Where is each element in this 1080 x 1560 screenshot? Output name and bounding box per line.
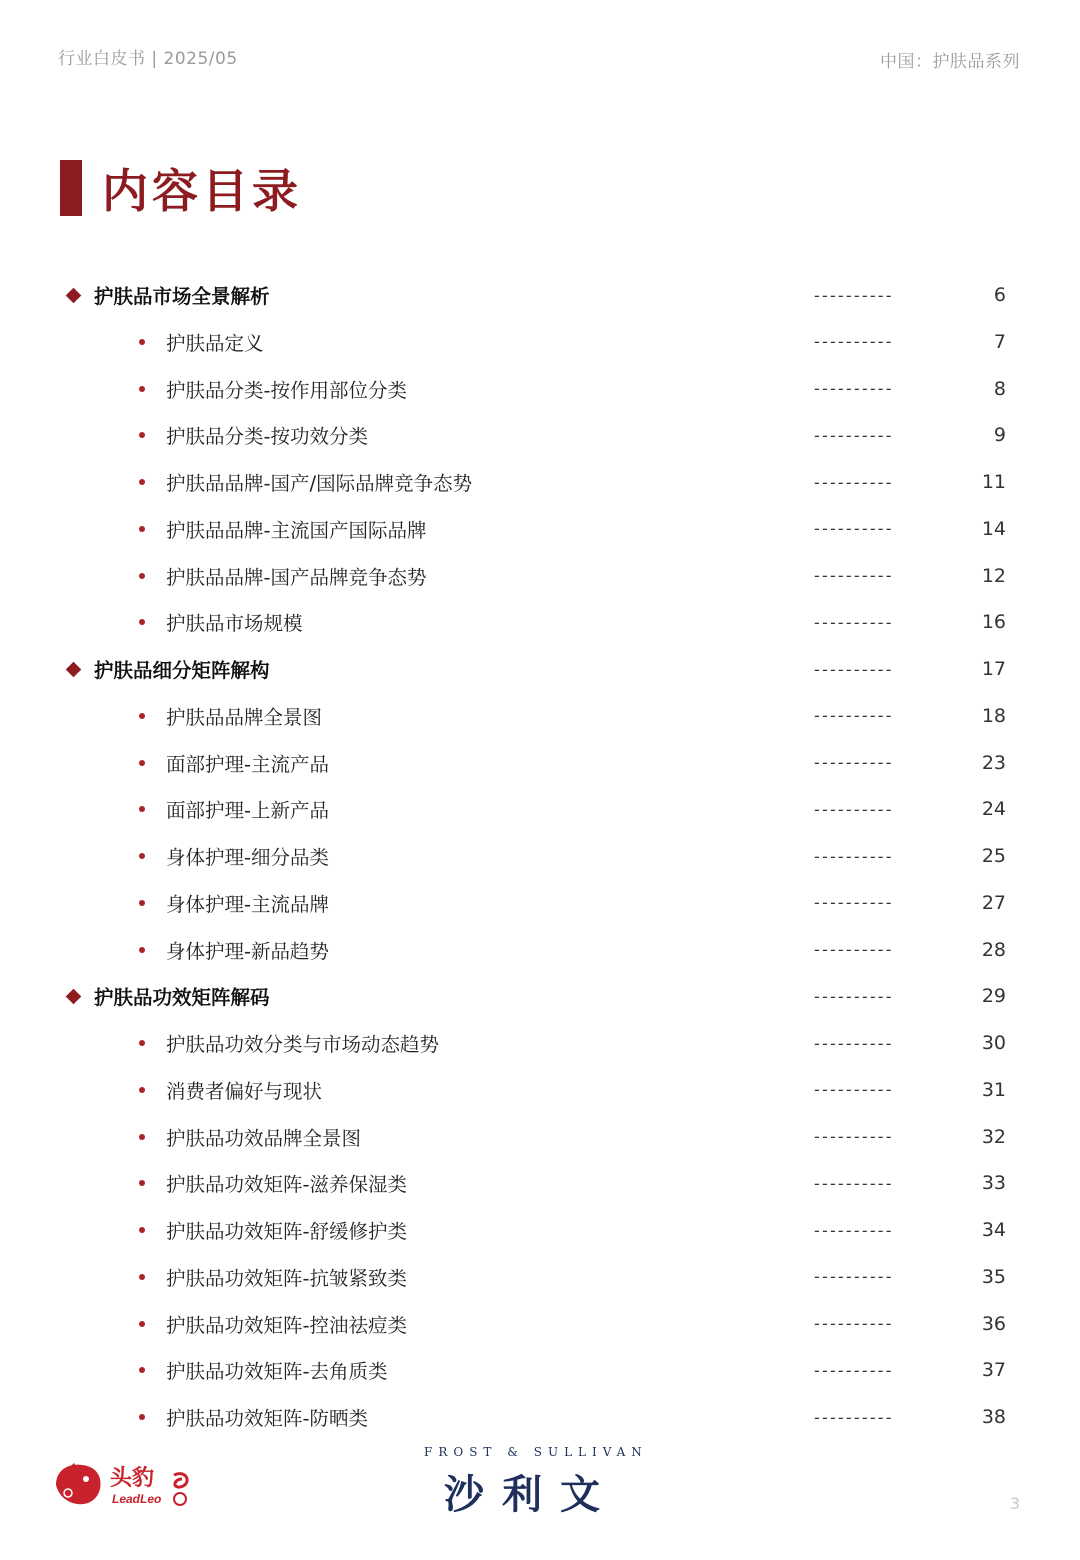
- dot-bullet-icon: [139, 1134, 145, 1140]
- toc-marker: [68, 272, 79, 318]
- toc-marker: [139, 1301, 145, 1347]
- toc-marker: [139, 880, 145, 926]
- toc-marker: [139, 1114, 145, 1160]
- toc-item-row: [0, 366, 1080, 413]
- toc-item-row: [0, 880, 1080, 927]
- toc-leader-dashes: ----------: [814, 659, 894, 679]
- title-accent-bar: [60, 160, 82, 216]
- toc-label: 护肤品功效矩阵-滋养保湿类: [166, 1173, 408, 1197]
- dot-bullet-icon: [139, 339, 145, 345]
- toc-item-row: [0, 833, 1080, 880]
- frost-sullivan-en: FROST & SULLIVAN: [424, 1445, 648, 1459]
- toc-label: 身体护理-新品趋势: [166, 939, 330, 963]
- toc-page-number: 6: [993, 284, 1006, 306]
- toc-leader-dashes: ----------: [814, 1127, 894, 1146]
- toc-section-row: [0, 272, 1080, 319]
- toc-item-row: [0, 412, 1080, 459]
- toc-page-number: 27: [981, 891, 1006, 914]
- toc-item-row: [0, 319, 1080, 366]
- diamond-bullet-icon: [66, 661, 82, 677]
- toc-label: 身体护理-细分品类: [166, 846, 330, 869]
- toc-leader-dashes: ----------: [814, 1033, 894, 1053]
- toc-label: 护肤品功效矩阵解码: [94, 986, 270, 1010]
- toc-leader-dashes: ----------: [814, 566, 894, 585]
- toc-label: 护肤品品牌-国产/国际品牌竞争态势: [166, 472, 473, 495]
- toc-marker: [139, 459, 145, 505]
- dot-bullet-icon: [139, 1180, 145, 1186]
- toc-item-row: [0, 506, 1080, 553]
- toc-marker: [139, 506, 145, 552]
- toc-leader-dashes: ----------: [814, 332, 894, 352]
- leadleo-logo: [52, 1455, 202, 1513]
- toc-marker: [139, 599, 145, 645]
- toc-marker: [139, 1347, 145, 1393]
- frost-sullivan-logo: [420, 1445, 670, 1518]
- toc-page-number: 28: [981, 938, 1006, 961]
- toc-leader-dashes: ----------: [814, 1314, 894, 1333]
- dot-bullet-icon: [139, 1274, 145, 1280]
- dot-bullet-icon: [139, 1087, 145, 1093]
- toc-marker: [139, 1160, 145, 1206]
- toc-leader-dashes: ----------: [814, 519, 894, 539]
- dot-bullet-icon: [139, 947, 145, 953]
- toc-item-row: [0, 927, 1080, 974]
- toc-page-number: 30: [981, 1032, 1006, 1054]
- toc-marker: [139, 833, 145, 879]
- toc-item-row: [0, 1114, 1080, 1161]
- dot-bullet-icon: [139, 1414, 145, 1420]
- frost-sullivan-cn: 沙利文: [444, 1472, 618, 1518]
- toc-item-row: [0, 1347, 1080, 1394]
- leadleo-en-text: LeadLeo: [112, 1492, 162, 1506]
- dot-bullet-icon: [139, 1040, 145, 1046]
- toc-page-number: 12: [981, 564, 1006, 587]
- page-number: 3: [1009, 1494, 1020, 1513]
- toc-section-row: [0, 646, 1080, 693]
- toc-item-row: [0, 1160, 1080, 1207]
- toc-label: 护肤品品牌-主流国产国际品牌: [166, 518, 427, 542]
- header-report-type: 行业白皮书 | 2025/05: [58, 49, 238, 69]
- toc-leader-dashes: ----------: [814, 1080, 894, 1100]
- toc-page-number: 25: [981, 845, 1006, 867]
- toc-item-row: [0, 1301, 1080, 1348]
- toc-item-row: [0, 693, 1080, 740]
- page-title: 内容目录: [102, 164, 302, 218]
- toc-label: 护肤品市场规模: [166, 612, 303, 636]
- toc-label: 护肤品定义: [166, 331, 264, 355]
- toc-leader-dashes: ----------: [814, 425, 894, 445]
- toc-page-number: 34: [981, 1219, 1006, 1241]
- diamond-bullet-icon: [66, 988, 82, 1004]
- toc-page-number: 16: [981, 611, 1006, 634]
- toc-marker: [68, 973, 79, 1019]
- diamond-bullet-icon: [66, 287, 82, 303]
- toc-label: 护肤品市场全景解析: [94, 285, 270, 308]
- toc-leader-dashes: ----------: [814, 472, 894, 492]
- toc-label: 面部护理-上新产品: [166, 799, 330, 823]
- dot-bullet-icon: [139, 573, 145, 579]
- toc-label: 护肤品功效矩阵-控油祛痘类: [166, 1313, 408, 1337]
- toc-page-number: 38: [981, 1406, 1006, 1428]
- toc-marker: [139, 740, 145, 786]
- dot-bullet-icon: [139, 619, 145, 625]
- toc-page-number: 8: [993, 377, 1006, 400]
- toc-label: 护肤品功效矩阵-抗皱紧致类: [166, 1266, 408, 1290]
- toc-item-row: [0, 459, 1080, 506]
- toc-leader-dashes: ----------: [814, 1220, 894, 1240]
- toc-leader-dashes: ----------: [814, 285, 894, 305]
- toc-leader-dashes: ----------: [814, 940, 894, 959]
- toc-label: 消费者偏好与现状: [166, 1079, 323, 1103]
- toc-leader-dashes: ----------: [814, 846, 894, 866]
- toc-leader-dashes: ----------: [814, 706, 894, 726]
- toc-label: 护肤品分类-按作用部位分类: [166, 378, 408, 402]
- dot-bullet-icon: [139, 853, 145, 859]
- toc-page-number: 23: [981, 751, 1006, 774]
- toc-label: 护肤品功效品牌全景图: [166, 1126, 362, 1150]
- header-series-name: 中国：护肤品系列: [880, 52, 1020, 72]
- toc-page-number: 35: [981, 1265, 1006, 1288]
- toc-label: 护肤品品牌-国产品牌竞争态势: [166, 565, 427, 589]
- toc-leader-dashes: ----------: [814, 1407, 894, 1427]
- leadleo-cn-text: 头豹: [110, 1465, 155, 1490]
- dot-bullet-icon: [139, 806, 145, 812]
- toc-page-number: 24: [981, 798, 1006, 821]
- dot-bullet-icon: [139, 526, 145, 532]
- toc-leader-dashes: ----------: [814, 986, 894, 1006]
- toc-marker: [139, 1020, 145, 1066]
- toc-label: 护肤品细分矩阵解构: [94, 659, 270, 682]
- toc-label: 护肤品功效矩阵-防晒类: [166, 1407, 369, 1430]
- dot-bullet-icon: [139, 1321, 145, 1327]
- toc-label: 护肤品功效矩阵-舒缓修护类: [166, 1220, 408, 1243]
- toc-page-number: 36: [981, 1312, 1006, 1335]
- toc-item-row: [0, 1207, 1080, 1254]
- toc-page-number: 37: [981, 1359, 1006, 1382]
- toc-label: 面部护理-主流产品: [166, 752, 330, 776]
- toc-marker: [139, 553, 145, 599]
- toc-item-row: [0, 786, 1080, 833]
- toc-leader-dashes: ----------: [814, 753, 894, 772]
- toc-page-number: 14: [981, 517, 1006, 540]
- toc-page-number: 31: [981, 1078, 1006, 1101]
- toc-section-row: [0, 973, 1080, 1020]
- page-title-block: [60, 158, 302, 218]
- dot-bullet-icon: [139, 432, 145, 438]
- toc-page-number: 9: [993, 424, 1006, 447]
- dot-bullet-icon: [139, 713, 145, 719]
- toc-leader-dashes: ----------: [814, 799, 894, 819]
- toc-page-number: 7: [993, 330, 1006, 353]
- toc-item-row: [0, 740, 1080, 787]
- toc-item-row: [0, 1394, 1080, 1441]
- dot-bullet-icon: [139, 386, 145, 392]
- dot-bullet-icon: [139, 900, 145, 906]
- toc-label: 护肤品功效矩阵-去角质类: [166, 1360, 388, 1384]
- toc-item-row: [0, 599, 1080, 646]
- toc-item-row: [0, 1067, 1080, 1114]
- toc-label: 身体护理-主流品牌: [166, 892, 330, 916]
- toc-marker: [139, 1254, 145, 1300]
- toc-leader-dashes: ----------: [814, 1173, 894, 1193]
- dot-bullet-icon: [139, 760, 145, 766]
- toc-label: 护肤品品牌全景图: [166, 705, 323, 729]
- toc-marker: [139, 1394, 145, 1440]
- toc-leader-dashes: ----------: [814, 1360, 894, 1380]
- toc-leader-dashes: ----------: [814, 1267, 894, 1287]
- toc-marker: [139, 1067, 145, 1113]
- toc-marker: [139, 927, 145, 973]
- toc-label: 护肤品功效分类与市场动态趋势: [166, 1033, 440, 1056]
- toc-item-row: [0, 1254, 1080, 1301]
- toc-leader-dashes: ----------: [814, 379, 894, 398]
- dot-bullet-icon: [139, 1227, 145, 1233]
- dot-bullet-icon: [139, 1367, 145, 1373]
- toc-page-number: 33: [981, 1172, 1006, 1195]
- toc-marker: [139, 319, 145, 365]
- toc-leader-dashes: ----------: [814, 893, 894, 913]
- toc-marker: [139, 786, 145, 832]
- toc-label: 护肤品分类-按功效分类: [166, 425, 369, 449]
- toc-marker: [68, 646, 79, 692]
- toc-marker: [139, 412, 145, 458]
- toc-item-row: [0, 553, 1080, 600]
- table-of-contents: [0, 272, 1080, 1441]
- toc-marker: [139, 1207, 145, 1253]
- toc-marker: [139, 366, 145, 412]
- toc-page-number: 32: [981, 1125, 1006, 1148]
- toc-page-number: 29: [981, 985, 1006, 1008]
- toc-item-row: [0, 1020, 1080, 1067]
- dot-bullet-icon: [139, 479, 145, 485]
- toc-page-number: 18: [981, 704, 1006, 727]
- toc-page-number: 11: [981, 471, 1006, 493]
- toc-page-number: 17: [981, 658, 1006, 680]
- toc-marker: [139, 693, 145, 739]
- toc-leader-dashes: ----------: [814, 612, 894, 632]
